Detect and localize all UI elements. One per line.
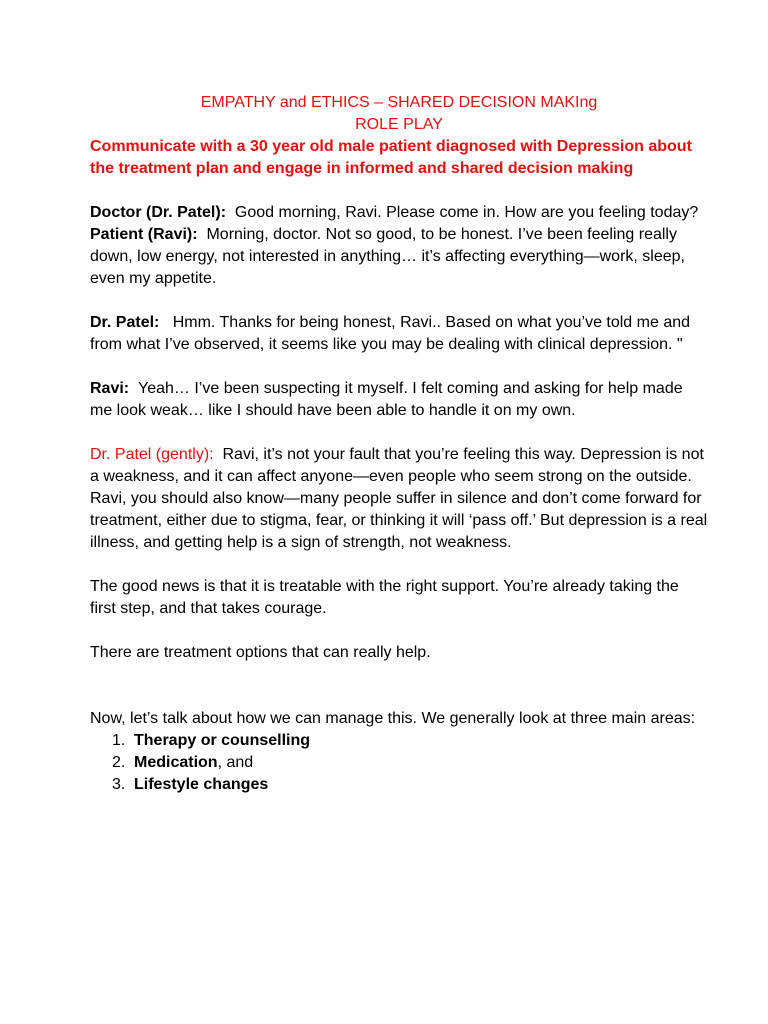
dialogue-doctor-3-continued: Ravi, you should also know—many people suffer in silence and don’t come forward for treatment, either due to stigma, fear, or thinking it will ‘pass off.’ But depression is a real illness, and getting help is a sign of strength, not weakness. bbox=[90, 490, 708, 551]
dialogue-doctor-5: There are treatment options that can really help. bbox=[90, 644, 431, 661]
dialogue-doctor-3 bbox=[90, 444, 708, 488]
list-number: 1. bbox=[112, 732, 126, 749]
dialogue-doctor-1 bbox=[90, 202, 708, 224]
speaker-doctor-gently: Dr. Patel (gently): bbox=[90, 446, 214, 463]
dialogue-text: Yeah… I’ve been suspecting it myself. I felt coming and asking for help made me look weak… like I should have been able to handle it on my own. bbox=[90, 380, 683, 419]
dialogue-doctor-6: Now, let’s talk about how we can manage this. We generally look at three main areas: bbox=[90, 710, 696, 727]
list-number: 2. bbox=[112, 754, 126, 771]
dialogue-doctor-4: The good news is that it is treatable with the right support. You’re already taking the first step, and that takes courage. bbox=[90, 578, 679, 617]
speaker-patient: Ravi: bbox=[90, 380, 130, 397]
dialogue-text: Hmm. Thanks for being honest, Ravi.. Based on what you’ve told me and from what I’ve observed, it seems like you may be dealing with clinical depression. " bbox=[90, 314, 691, 353]
dialogue-text: Morning, doctor. Not so good, to be honest. I’ve been feeling really down, low energy, not interested in anything… it’s affecting everything—work, sleep, even my appetite. bbox=[90, 226, 685, 287]
list-item bbox=[112, 774, 708, 796]
dialogue-patient-1 bbox=[90, 224, 708, 290]
list-item bbox=[112, 730, 708, 752]
instruction-text: Communicate with a 30 year old male patient diagnosed with Depression about the treatment plan and engage in informed and shared decision making bbox=[90, 138, 692, 177]
treatment-options-list bbox=[90, 730, 708, 796]
speaker-patient: Patient (Ravi): bbox=[90, 226, 198, 243]
option-label: Medication bbox=[134, 754, 218, 771]
option-suffix: , and bbox=[217, 754, 254, 771]
dialogue-patient-2 bbox=[90, 378, 708, 422]
speaker-doctor: Dr. Patel: bbox=[90, 314, 160, 331]
title-line-1: EMPATHY and ETHICS – SHARED DECISION MAKIng bbox=[200, 94, 598, 111]
list-item bbox=[112, 752, 708, 774]
option-label: Therapy or counselling bbox=[134, 732, 311, 749]
list-number: 3. bbox=[112, 776, 126, 793]
document-title bbox=[90, 92, 708, 136]
dialogue-text: Ravi, it’s not your fault that you’re feeling this way. Depression is not a weakness, and it can affect anyone—even people who seem strong on the outside. bbox=[90, 446, 704, 485]
dialogue-text: Good morning, Ravi. Please come in. How are you feeling today? bbox=[234, 204, 699, 221]
title-line-2: ROLE PLAY bbox=[355, 116, 443, 133]
option-label: Lifestyle changes bbox=[134, 776, 269, 793]
speaker-doctor: Doctor (Dr. Patel): bbox=[90, 204, 227, 221]
dialogue-doctor-2 bbox=[90, 312, 708, 356]
